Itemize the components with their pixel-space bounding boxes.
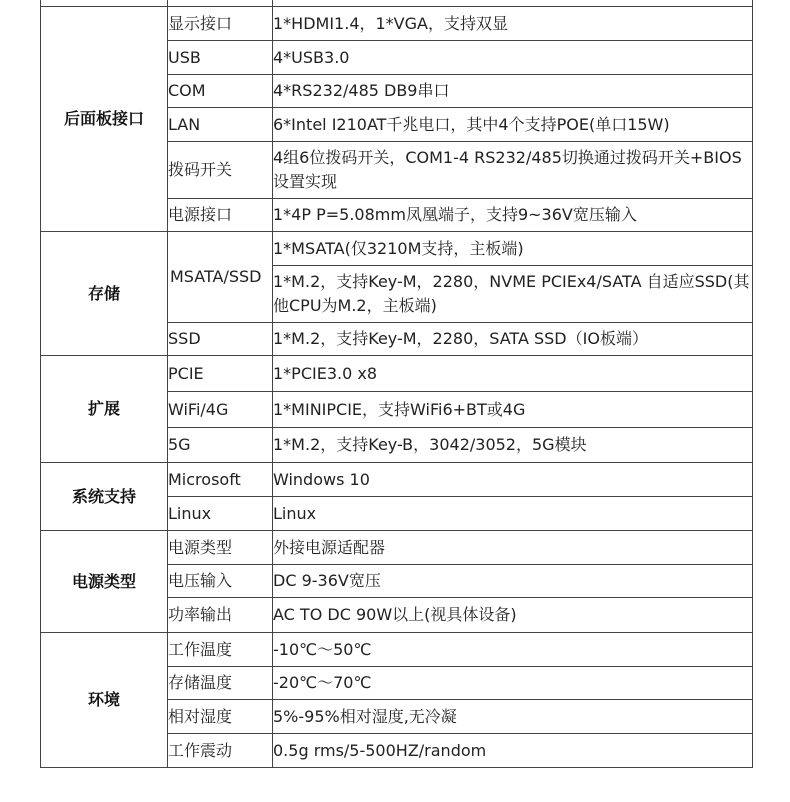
item-label: 相对湿度 [168,700,273,734]
category-expansion: 扩展 [41,356,168,463]
item-value: Linux [273,497,753,531]
item-value: 0.5g rms/5-500HZ/random [273,734,753,768]
item-label: 5G [168,428,273,463]
table-row [41,463,753,497]
table-row [41,232,753,266]
category-power-type: 电源类型 [41,531,168,633]
item-label: Linux [168,497,273,531]
item-value: 5%-95%相对湿度,无冷凝 [273,700,753,734]
table-row [41,356,753,392]
item-label: 电源类型 [168,531,273,565]
category-storage: 存储 [41,232,168,356]
category-rear-panel: 后面板接口 [41,7,168,232]
item-label: USB [168,41,273,75]
item-value: 1*MSATA(仅3210M支持，主板端) [273,232,753,266]
item-value: 1*PCIE3.0 x8 [273,356,753,392]
item-label: 电压输入 [168,565,273,598]
item-value: 4组6位拨码开关，COM1-4 RS232/485切换通过拨码开关+BIOS设置实现 [273,142,753,199]
item-label: LAN [168,108,273,142]
item-label: COM [168,75,273,108]
table-row [41,7,753,41]
item-value: Windows 10 [273,463,753,497]
item-label: 工作震动 [168,734,273,768]
item-label: 功率输出 [168,598,273,633]
item-value: 1*M.2，支持Key-M，2280，NVME PCIEx4/SATA 自适应SSD(其他CPU为M.2，主板端) [273,266,753,323]
item-label: Microsoft [168,463,273,497]
item-value: 6*Intel I210AT千兆电口，其中4个支持POE(单口15W) [273,108,753,142]
item-value: -20℃～70℃ [273,667,753,700]
item-value: 4*RS232/485 DB9串口 [273,75,753,108]
table-row [41,531,753,565]
item-label: PCIE [168,356,273,392]
item-value: 1*M.2，支持Key-B，3042/3052，5G模块 [273,428,753,463]
item-value: 1*MINIPCIE，支持WiFi6+BT或4G [273,392,753,428]
item-value: DC 9-36V宽压 [273,565,753,598]
category-environment: 环境 [41,633,168,768]
item-value: -10℃～50℃ [273,633,753,667]
item-label: SSD [168,323,273,356]
category-os-support: 系统支持 [41,463,168,531]
item-label: 显示接口 [168,7,273,41]
item-value: 4*USB3.0 [273,41,753,75]
item-value: 1*4P P=5.08mm凤凰端子，支持9~36V宽压输入 [273,199,753,232]
item-label: 电源接口 [168,199,273,232]
table-row [41,633,753,667]
item-label: WiFi/4G [168,392,273,428]
item-value: 1*HDMI1.4，1*VGA，支持双显 [273,7,753,41]
item-value: 1*M.2，支持Key-M，2280，SATA SSD（IO板端） [273,323,753,356]
item-value: AC TO DC 90W以上(视具体设备) [273,598,753,633]
item-label: 工作温度 [168,633,273,667]
item-label: 存储温度 [168,667,273,700]
item-label: 拨码开关 [168,142,273,199]
item-value: 外接电源适配器 [273,531,753,565]
item-label: MSATA/SSD [168,232,273,323]
spec-table [40,0,753,768]
